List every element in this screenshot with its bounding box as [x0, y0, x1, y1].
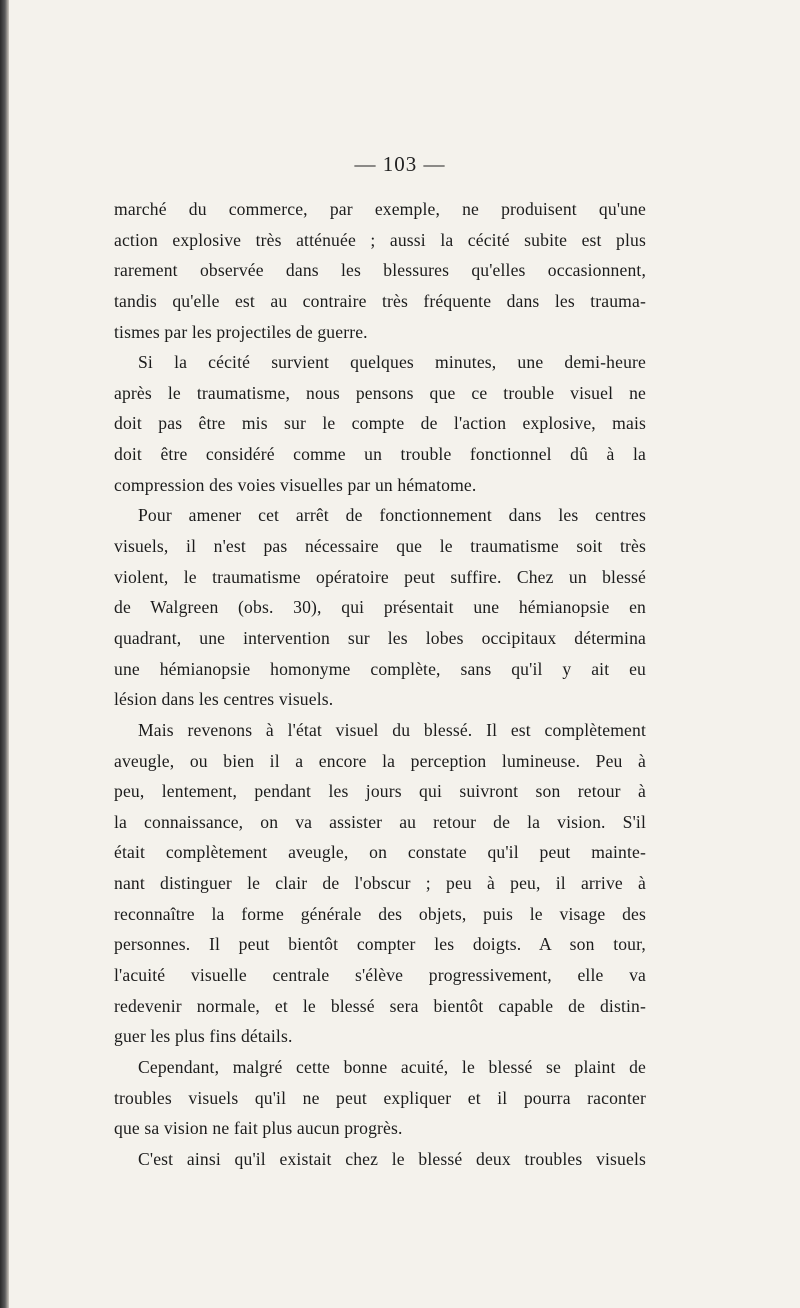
text-line: marché du commerce, par exemple, ne produisent qu'une — [114, 199, 646, 219]
text-line: violent, le traumatisme opératoire peut suffire. Chez un blessé — [114, 566, 646, 587]
text-line: la connaissance, on va assister au retour de la vision. S'il — [114, 811, 646, 832]
text-line: reconnaître la forme générale des objets, puis le visage des — [114, 903, 646, 924]
text-line: doit être considéré comme un trouble fonctionnel dû à la — [114, 444, 646, 465]
text-line: que sa vision ne fait plus aucun progrès. — [114, 1118, 403, 1139]
text-line: l'acuité visuelle centrale s'élève progressivement, elle va — [114, 965, 646, 986]
text-line: était complètement aveugle, on constate qu'il peut mainte- — [114, 842, 646, 863]
text-line: nant distinguer le clair de l'obscur ; peu à peu, il arrive à — [114, 873, 646, 894]
text-line: action explosive très atténuée ; aussi la cécité subite est plus — [114, 229, 646, 250]
text-line: compression des voies visuelles par un hématome. — [114, 474, 477, 495]
text-line: peu, lentement, pendant les jours qui suivront son retour à — [114, 781, 646, 802]
text-line: Si la cécité survient quelques minutes, une demi-heure — [138, 352, 646, 373]
text-line: personnes. Il peut bientôt compter les doigts. A son tour, — [114, 934, 646, 955]
text-line: après le traumatisme, nous pensons que ce trouble visuel ne — [114, 382, 646, 403]
text-line: Mais revenons à l'état visuel du blessé. Il est complètement — [138, 719, 646, 740]
text-line: C'est ainsi qu'il existait chez le blessé deux troubles visuels — [138, 1148, 646, 1169]
text-line: lésion dans les centres visuels. — [114, 689, 334, 710]
text-line: rarement observée dans les blessures qu'elles occasionnent, — [114, 260, 646, 281]
text-line: tismes par les projectiles de guerre. — [114, 321, 368, 342]
text-line: guer les plus fins détails. — [114, 1026, 293, 1047]
text-line: une hémianopsie homonyme complète, sans qu'il y ait eu — [114, 658, 646, 679]
text-line: doit pas être mis sur le compte de l'action explosive, mais — [114, 413, 646, 434]
text-line: quadrant, une intervention sur les lobes occipitaux détermina — [114, 627, 646, 648]
body-text — [114, 194, 646, 1175]
text-line: aveugle, ou bien il a encore la perception lumineuse. Peu à — [114, 750, 646, 771]
text-line: Cependant, malgré cette bonne acuité, le blessé se plaint de — [138, 1056, 646, 1077]
text-line: Pour amener cet arrêt de fonctionnement dans les centres — [138, 505, 646, 526]
text-line: visuels, il n'est pas nécessaire que le traumatisme soit très — [114, 536, 646, 557]
text-line: troubles visuels qu'il ne peut expliquer et il pourra raconter — [114, 1087, 646, 1108]
text-line: de Walgreen (obs. 30), qui présentait une hémianopsie en — [114, 597, 646, 618]
text-line: redevenir normale, et le blessé sera bientôt capable de distin- — [114, 995, 646, 1016]
page-number: — 103 — — [354, 152, 446, 176]
text-line: tandis qu'elle est au contraire très fréquente dans les trauma- — [114, 290, 646, 311]
